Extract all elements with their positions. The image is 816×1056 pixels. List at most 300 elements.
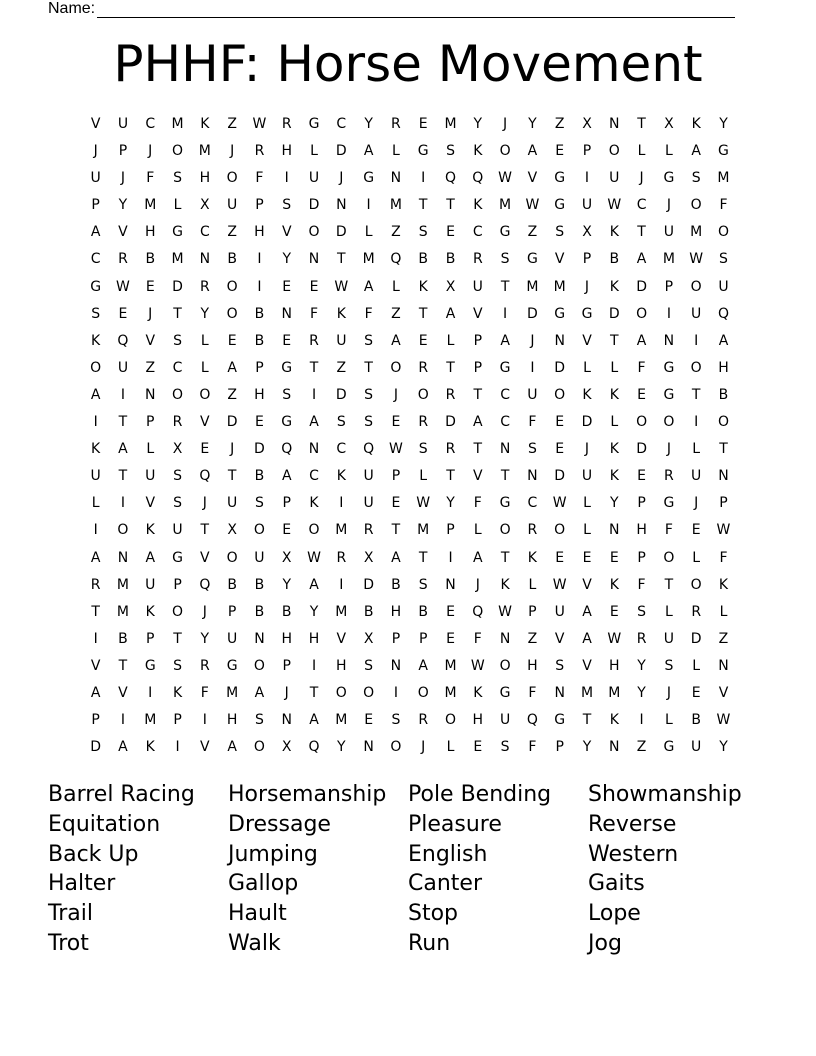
grid-letter: K [200,116,210,132]
grid-letter: A [636,251,647,268]
grid-letter: V [582,657,592,674]
grid-letter: K [172,684,183,701]
grid-letter: W [416,495,431,512]
grid-letter: Z [718,630,729,647]
grid-letter: P [146,414,155,431]
grid-letter: G [499,684,511,701]
grid-letter: U [145,468,156,485]
grid-letter: S [664,657,674,674]
grid-letter: K [473,143,483,160]
grid-letter: F [146,170,155,187]
grid-letter: S [173,332,182,349]
grid-letter: U [609,170,620,187]
grid-letter: Y [473,116,483,132]
grid-letter: P [446,522,455,539]
grid-letter: N [336,197,347,214]
grid-letter: G [499,359,511,376]
grid-letter: B [227,251,237,268]
grid-letter: D [608,305,620,322]
grid-letter: F [528,684,537,701]
grid-letter: O [172,143,184,160]
grid-letter: G [90,278,102,295]
grid-letter: X [363,630,374,647]
grid-letter: F [719,197,728,214]
grid-row [82,599,742,626]
grid-letter: E [227,332,237,349]
word-list-item: Equitation [48,811,161,837]
grid-letter: C [309,468,319,485]
grid-letter: S [364,332,374,349]
grid-letter: A [309,712,319,729]
grid-letter: P [255,359,264,376]
grid-letter: Q [308,739,320,756]
grid-letter: L [664,143,673,160]
grid-letter: N [390,657,402,674]
grid-letter: T [719,441,728,458]
grid-letter: S [364,414,374,431]
grid-letter: G [172,224,183,241]
grid-letter: K [691,116,701,132]
grid-letter: P [146,630,155,647]
grid-letter: H [281,143,292,160]
grid-letter: O [226,278,238,295]
grid-letter: D [254,441,265,458]
grid-letter: L [91,495,100,512]
grid-letter: S [418,224,428,241]
grid-letter: H [199,170,211,187]
grid-letter: Z [227,224,237,241]
grid-letter: Y [637,684,646,701]
grid-letter: Y [200,305,210,322]
word-list-row [48,840,768,870]
grid-letter: J [148,305,153,322]
grid-letter: I [666,305,671,322]
grid-letter: D [90,739,102,756]
grid-letter: Y [582,739,592,756]
grid-letter: U [554,603,565,620]
grid-letter: J [93,143,98,160]
grid-letter: K [609,712,619,729]
grid-letter: F [309,305,319,322]
grid-row [82,680,742,707]
grid-letter: N [499,441,511,458]
grid-letter: L [473,522,482,539]
grid-letter: Z [227,116,237,132]
grid-letter: W [498,170,513,187]
grid-letter: A [254,684,265,701]
grid-letter: S [555,657,565,674]
grid-letter: E [145,278,155,295]
grid-letter: Q [717,305,729,322]
grid-letter: T [309,359,319,376]
grid-letter: A [391,549,401,566]
grid-letter: T [337,251,346,268]
grid-letter: J [230,441,235,458]
grid-letter: P [719,495,728,512]
grid-letter: J [148,143,153,160]
grid-letter: K [145,522,155,539]
grid-letter: M [690,224,703,241]
grid-letter: V [118,224,128,241]
grid-letter: M [662,251,675,268]
word-list-item: Dressage [228,811,331,837]
grid-letter: Z [554,116,565,132]
grid-letter: P [664,278,674,295]
grid-letter: V [200,414,210,431]
grid-letter: R [391,116,401,132]
grid-letter: L [446,332,455,349]
grid-letter: V [336,630,347,647]
grid-letter: R [199,657,210,674]
grid-letter: G [663,386,675,403]
grid-letter: M [226,684,239,701]
name-label: Name: [48,0,96,17]
grid-letter: B [254,576,265,593]
grid-letter: Z [391,305,401,322]
grid-letter: G [172,549,183,566]
grid-letter: L [173,197,182,214]
grid-letter: O [253,522,265,539]
grid-letter: W [716,712,731,729]
grid-letter: E [118,305,128,322]
grid-letter: Y [446,495,455,512]
grid-letter: O [90,359,102,376]
grid-letter: Q [281,441,293,458]
grid-letter: O [226,305,238,322]
grid-letter: O [444,712,457,729]
grid-letter: Y [118,197,128,214]
grid-row [82,490,742,517]
grid-letter: P [91,712,100,729]
grid-letter: E [446,630,455,647]
grid-letter: I [257,278,262,295]
grid-letter: F [528,739,537,756]
grid-letter: M [526,278,539,295]
grid-letter: C [472,224,483,241]
grid-letter: J [584,278,590,295]
grid-letter: M [144,197,157,214]
grid-letter: V [554,251,565,268]
grid-letter: X [281,739,292,756]
word-list-item: Pole Bending [408,782,552,807]
grid-letter: Y [364,116,373,132]
word-list-row [48,899,768,929]
grid-letter: A [227,739,237,756]
grid-letter: A [527,143,538,160]
grid-letter: M [198,143,211,160]
grid-letter: I [339,576,344,593]
grid-letter: M [444,116,457,132]
grid-letter: T [691,386,701,403]
grid-letter: G [417,143,429,160]
grid-letter: R [281,116,292,132]
grid-row [82,111,742,138]
grid-letter: U [581,468,593,485]
grid-letter: N [145,386,156,403]
grid-letter: H [527,657,538,674]
grid-letter: U [691,305,702,322]
grid-letter: A [363,278,374,295]
grid-letter: L [610,359,619,376]
grid-letter: P [227,603,237,620]
grid-letter: M [389,197,402,214]
grid-letter: A [718,332,729,349]
grid-letter: D [636,441,647,458]
grid-letter: A [473,549,483,566]
grid-letter: W [689,251,704,268]
grid-letter: R [118,251,128,268]
grid-letter: W [252,116,267,132]
grid-letter: K [609,576,619,593]
grid-letter: A [391,332,401,349]
grid-letter: I [284,170,289,187]
grid-letter: K [336,305,346,322]
grid-letter: W [388,441,403,458]
grid-letter: F [200,684,209,701]
grid-letter: Y [719,739,728,756]
grid-letter: S [282,197,292,214]
grid-letter: U [90,468,101,485]
grid-letter: E [555,549,565,566]
grid-letter: I [339,495,344,512]
grid-letter: F [473,495,482,512]
grid-letter: B [363,603,374,620]
grid-letter: S [691,170,701,187]
grid-letter: Q [526,712,538,729]
grid-letter: V [200,739,210,756]
grid-letter: T [446,197,455,214]
grid-letter: T [309,684,319,701]
grid-row [82,274,742,301]
grid-letter: O [717,414,729,431]
grid-letter: V [527,170,538,187]
grid-letter: J [230,143,235,160]
grid-letter: D [335,224,347,241]
grid-letter: V [473,305,483,322]
grid-letter: N [718,657,729,674]
word-list-item: Halter [48,871,116,897]
grid-letter: J [475,576,480,593]
grid-letter: I [448,549,453,566]
grid-letter: R [418,414,429,431]
word-list-row [48,869,768,899]
grid-letter: K [309,495,319,512]
grid-letter: P [255,197,264,214]
grid-letter: N [308,251,320,268]
grid-letter: N [609,739,620,756]
grid-letter: L [528,576,537,593]
grid-letter: T [637,224,646,241]
grid-letter: O [690,278,702,295]
grid-letter: U [117,116,129,132]
grid-letter: E [200,441,210,458]
grid-letter: K [609,278,619,295]
grid-letter: P [473,359,483,376]
word-list [48,780,768,959]
grid-letter: T [118,657,128,674]
grid-row [82,192,742,219]
grid-letter: N [609,522,620,539]
word-list-item: Pleasure [408,811,502,837]
grid-letter: R [445,441,456,458]
grid-letter: O [608,143,620,160]
grid-letter: W [334,278,349,295]
grid-letter: A [309,576,319,593]
grid-letter: G [281,359,293,376]
word-list-row [48,810,768,840]
grid-letter: D [554,468,566,485]
grid-letter: L [446,739,455,756]
grid-letter: T [473,441,483,458]
grid-letter: E [555,441,565,458]
grid-letter: X [172,441,183,458]
grid-letter: M [417,522,430,539]
grid-letter: U [308,170,320,187]
grid-letter: P [118,143,128,160]
grid-letter: I [421,170,426,187]
grid-letter: Z [527,630,538,647]
grid-row [82,301,742,328]
grid-letter: K [473,197,483,214]
grid-letter: L [637,143,646,160]
grid-letter: P [582,143,592,160]
grid-letter: M [335,603,348,620]
grid-letter: X [363,549,374,566]
grid-letter: O [717,224,729,241]
grid-letter: P [391,468,401,485]
grid-letter: M [362,251,375,268]
grid-letter: I [694,414,699,431]
grid-letter: U [363,468,374,485]
grid-letter: F [255,170,264,187]
grid-letter: R [199,278,210,295]
grid-letter: M [171,251,184,268]
grid-letter: N [663,332,675,349]
grid-row [82,382,742,409]
grid-letter: O [226,549,238,566]
word-list-item: Lope [588,901,641,927]
grid-letter: N [308,441,320,458]
grid-letter: U [227,495,238,512]
grid-letter: X [582,116,592,132]
grid-letter: L [610,414,619,431]
grid-letter: F [637,359,646,376]
grid-letter: Y [282,576,291,593]
grid-letter: O [663,549,675,566]
grid-letter: O [499,657,511,674]
grid-letter: D [335,386,347,403]
grid-letter: N [199,251,211,268]
grid-letter: X [281,549,292,566]
grid-letter: K [500,576,510,593]
grid-letter: P [418,630,428,647]
grid-row [82,517,742,544]
grid-letter: E [364,712,374,729]
grid-letter: J [530,332,535,349]
grid-letter: P [391,630,401,647]
grid-letter: O [390,739,402,756]
grid-letter: O [308,522,320,539]
grid-letter: T [446,359,455,376]
grid-letter: C [336,441,347,458]
grid-row [82,409,742,436]
grid-letter: M [444,684,457,701]
grid-letter: X [582,224,592,241]
grid-letter: M [580,684,594,701]
grid-letter: Y [719,116,728,132]
grid-letter: J [694,495,699,512]
grid-row [82,355,742,382]
name-blank-line [97,3,735,18]
grid-letter: E [391,414,401,431]
grid-letter: S [364,657,374,674]
grid-letter: O [499,143,511,160]
grid-letter: C [199,224,210,241]
grid-letter: T [664,576,674,593]
grid-letter: G [581,305,593,322]
grid-letter: S [637,603,647,620]
grid-letter: U [254,549,265,566]
grid-letter: V [200,549,210,566]
grid-letter: T [582,712,592,729]
grid-letter: K [527,549,537,566]
grid-letter: P [173,576,182,593]
grid-letter: I [120,386,126,403]
grid-letter: S [173,170,182,187]
grid-letter: Q [199,576,211,593]
grid-letter: A [445,305,456,322]
grid-letter: L [146,441,155,458]
grid-letter: O [554,386,566,403]
grid-letter: J [666,684,671,701]
grid-letter: W [607,197,622,214]
grid-row [82,436,742,463]
grid-row [82,463,742,490]
grid-letter: I [93,522,98,539]
grid-letter: M [444,657,457,674]
grid-letter: S [173,468,182,485]
grid-letter: M [335,522,348,539]
grid-letter: I [175,739,180,756]
grid-letter: E [609,549,619,566]
grid-letter: O [172,603,184,620]
grid-letter: L [200,359,209,376]
grid-letter: M [553,278,566,295]
grid-letter: Q [117,332,129,349]
grid-letter: E [473,739,483,756]
grid-letter: C [527,495,538,512]
grid-letter: A [363,143,374,160]
grid-letter: I [584,170,590,187]
grid-letter: T [173,630,182,647]
grid-letter: T [418,197,428,214]
grid-letter: M [499,197,512,214]
grid-letter: N [445,576,456,593]
grid-letter: W [116,278,130,295]
grid-letter: D [690,630,702,647]
grid-letter: Q [472,170,484,187]
grid-letter: R [172,414,183,431]
grid-letter: L [692,657,701,674]
grid-letter: L [692,549,701,566]
grid-letter: D [581,414,593,431]
grid-letter: H [281,630,292,647]
word-list-item: Western [588,841,679,867]
grid-letter: L [364,224,373,241]
grid-letter: A [309,414,319,431]
grid-letter: Q [390,251,402,268]
grid-letter: E [555,143,565,160]
